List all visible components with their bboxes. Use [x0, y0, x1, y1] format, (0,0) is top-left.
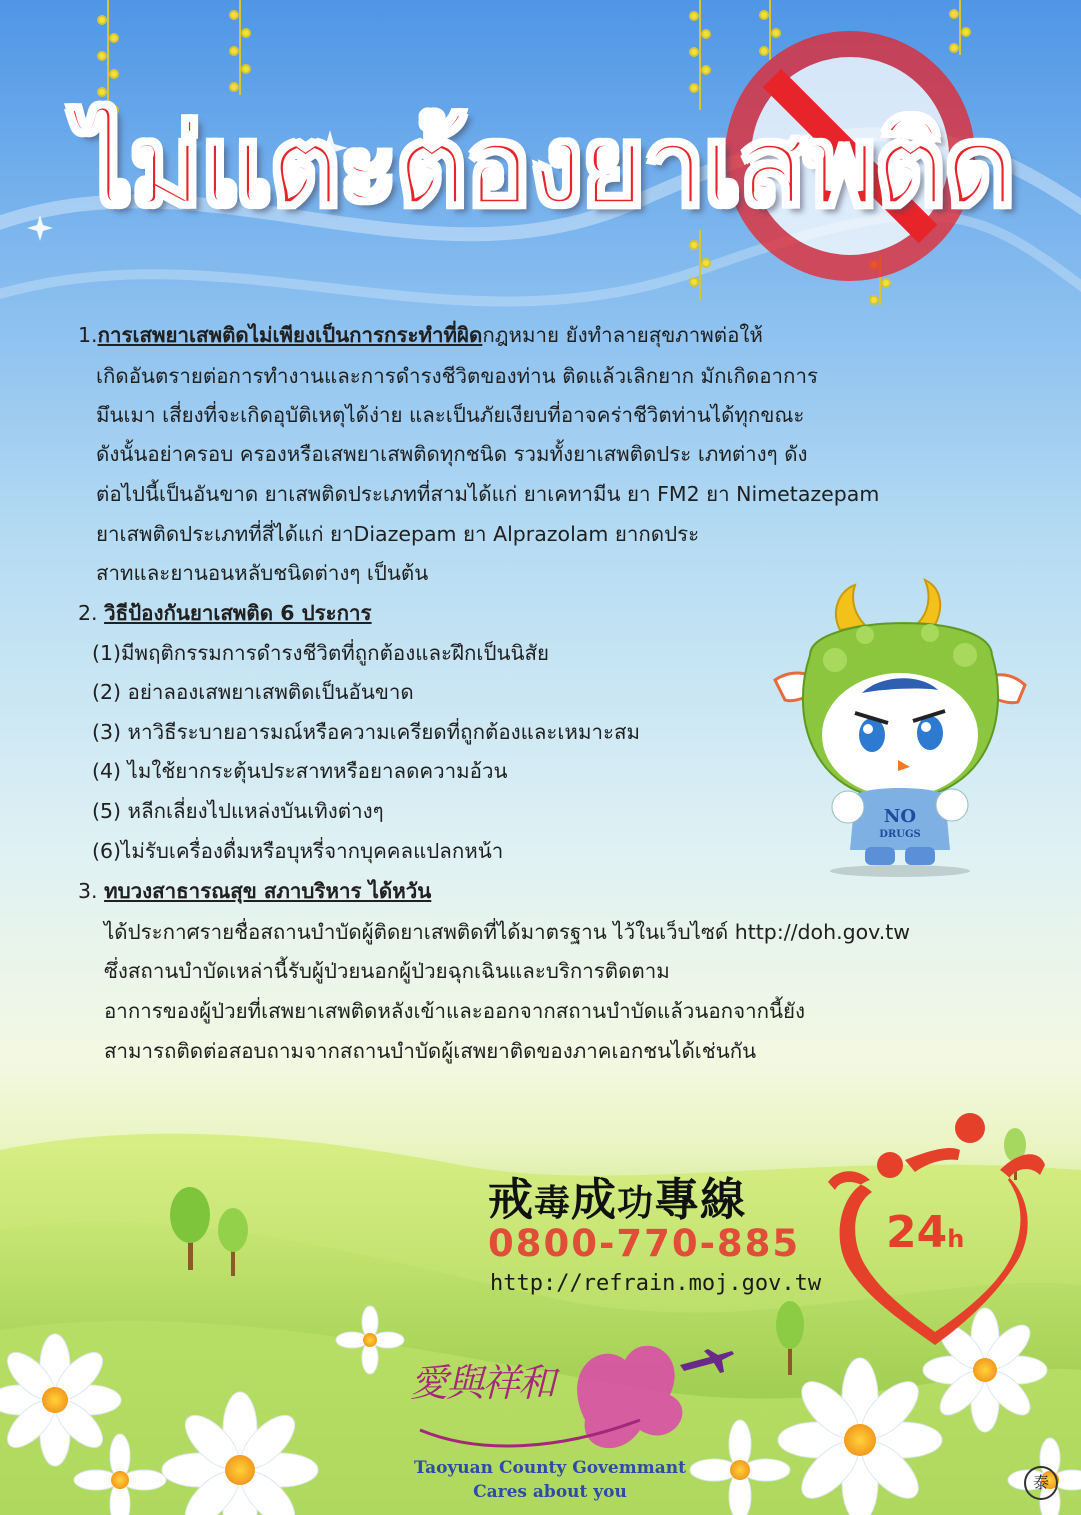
section1-line: ต่อไปนี้เป็นอันขาด ยาเสพติดประเภทที่สามได้แก่ ยาเคทามีน ยา FM2 ยา Nimetazepam: [96, 482, 880, 506]
section3-line: สามารถติดต่อสอบถามจากสถานบำบัดผู้เสพยาติดของภาคเอกชนได้เช่นกัน: [104, 1039, 757, 1063]
mascot-shirt-no: NO: [883, 806, 917, 827]
prevention-item: (1)มีพฤติกรรมการดำรงชีวิตที่ถูกต้องและฝึกเป็นนิสัย: [92, 641, 550, 665]
section3-heading-line: [78, 876, 431, 906]
section1-number: 1.: [78, 323, 98, 347]
prevention-item: (2) อย่าลองเสพยาเสพติดเป็นอันขาด: [92, 680, 414, 704]
section1-line: ดังนั้นอย่าครอบ ครองหรือเสพยาเสพติดทุกชนิด รวมทั้งยาเสพติดประ เภทต่างๆ ดัง: [96, 442, 808, 466]
prevention-item: (5) หลีกเลี่ยงไปแหล่งบันเทิงต่างๆ: [92, 799, 384, 823]
mascot-shirt-drugs: DRUGS: [879, 829, 921, 840]
prevention-item: (4) ไมใช้ยากระตุ้นประสาทหรือยาลดความอ้วน: [92, 759, 508, 783]
section1-line: มึนเมา เสี่ยงที่จะเกิดอุบัติเหตุได้ง่าย และเป็นภัยเงียบที่อาจคร่าชีวิตท่านได้ทุกขณะ: [96, 403, 805, 427]
hotline-url[interactable]: http://refrain.moj.gov.tw: [490, 1271, 822, 1296]
badge-24h: 24h: [886, 1207, 965, 1258]
section2-heading: วิธีป้องกันยาเสพติด 6 ประการ: [104, 601, 372, 625]
section1-line: เกิดอันตรายต่อการทำงานและการดำรงชีวิตของท่าน ติดแล้วเลิกยาก มักเกิดอาการ: [96, 364, 818, 388]
hotline-title: 戒毒成功專線: [488, 1173, 747, 1226]
section3-line: ได้ประกาศรายชื่อสถานบำบัดผู้ติดยาเสพติดที่ได้มาตรฐาน ไว้ในเว็บไซด์ http://doh.gov.tw: [104, 920, 911, 944]
section3-line: ซึ่งสถานบำบัดเหล่านี้รับผู้ป่วยนอกผู้ป่วยฉุกเฉินและบริการติดตาม: [104, 959, 670, 983]
section1-first-line: [78, 320, 763, 350]
section1-line: สาทและยานอนหลับชนิดต่างๆ เป็นต้น: [96, 561, 429, 585]
logo-text: 愛與祥和: [410, 1361, 555, 1405]
seal-stamp: 泰: [1024, 1466, 1058, 1500]
section1-line: ยาเสพติดประเภทที่สี่ได้แก่ ยาDiazepam ยา Alprazolam ยากดประ: [96, 522, 700, 546]
section3-number: 3.: [78, 879, 98, 903]
section3-heading: ทบวงสาธารณสุข สภาบริหาร ได้หวัน: [104, 879, 432, 903]
prevention-item: (3) หาวิธีระบายอารมณ์หรือความเครียดที่ถูกต้องและเหมาะสม: [92, 720, 641, 744]
org-name: Taoyuan County Govemmant: [414, 1458, 686, 1478]
hotline-number: 0800-770-885: [488, 1222, 801, 1265]
prevention-item: (6)ไม่รับเครื่องดื่มหรือบุหรี่จากบุคคลแปลกหน้า: [92, 839, 504, 863]
section1-line1-rest: กฎหมาย ยังทำลายสุขภาพต่อให้: [482, 323, 763, 347]
section1-heading: การเสพยาเสพติดไม่เพียงเป็นการกระทำที่ผิด: [97, 323, 483, 347]
poster-title: ไม่แตะต้องยาเสพติด: [76, 102, 1014, 230]
mascot-dragon-icon: [770, 575, 1035, 880]
section3-line: อาการของผู้ป่วยที่เสพยาเสพติดหลังเข้าและออกจากสถานบำบัดแล้วนอกจากนี้ยัง: [104, 999, 806, 1023]
org-slogan: Cares about you: [473, 1482, 627, 1502]
section2-number: 2.: [78, 601, 98, 625]
section2-heading-line: [78, 598, 372, 628]
